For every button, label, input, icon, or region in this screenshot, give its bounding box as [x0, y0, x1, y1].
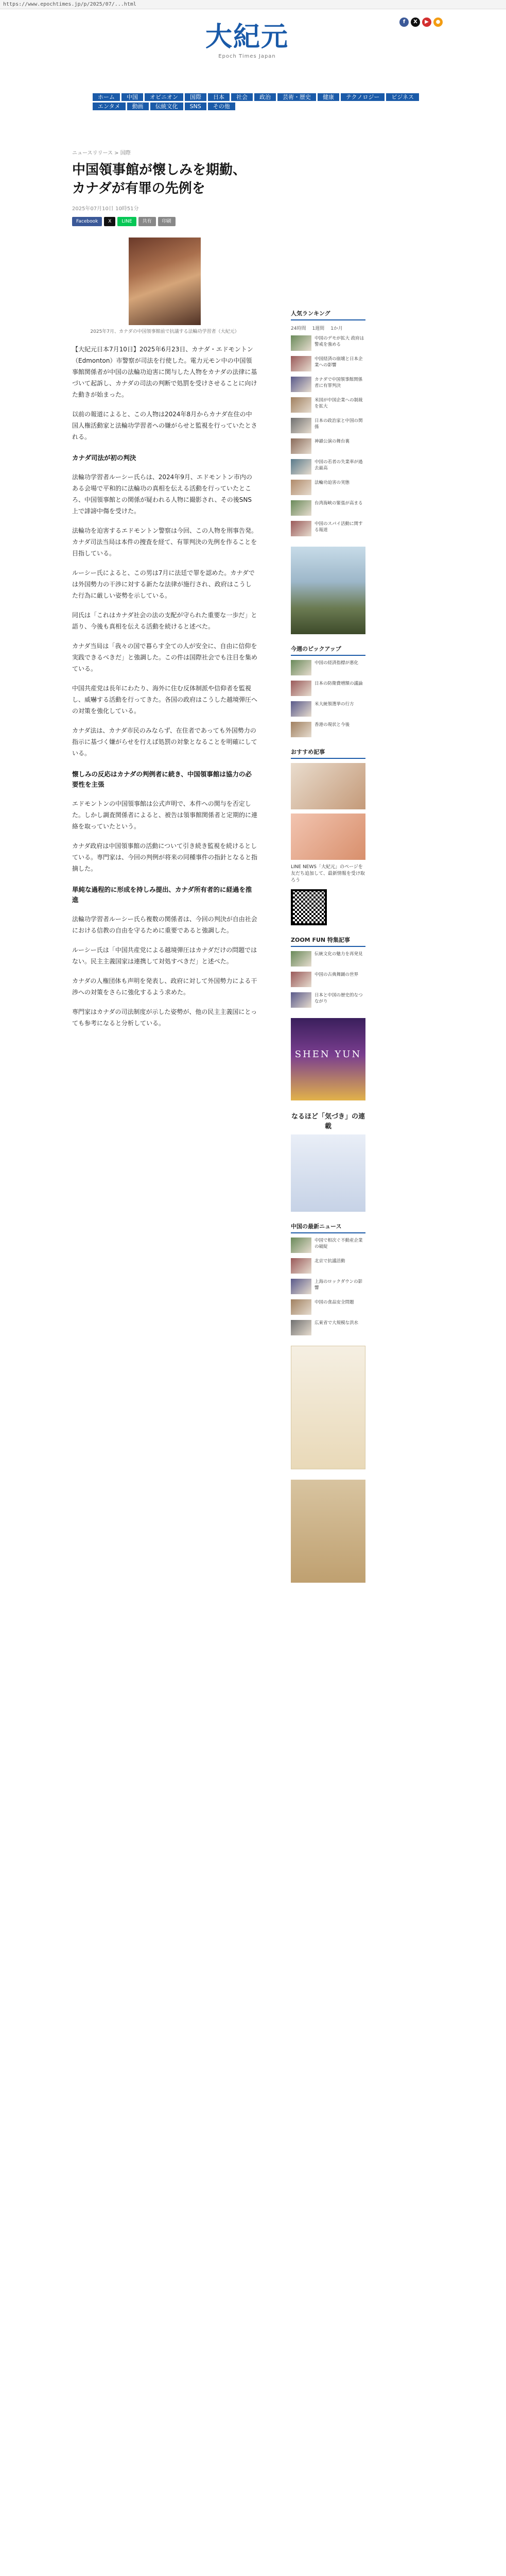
trend-item[interactable]	[291, 1238, 365, 1253]
photo-caption: 2025年7月、カナダの中国領事館前で抗議する法輪功学習者（大紀元）	[90, 329, 239, 334]
zoom-item[interactable]	[291, 992, 365, 1008]
zoom-section	[291, 936, 365, 1008]
qr-code	[291, 889, 327, 925]
ranking-list	[291, 335, 365, 536]
zoom-item-thumb	[291, 992, 311, 1008]
paragraph: カナダ当局は「我々の国で暮らす全ての人が安全に、自由に信仰を実践できるべきだ」と強調した。この件は国際社会でも注目を集めている。	[72, 642, 258, 672]
article-title: 中国領事館が懐しみを期勤、カナダが有罪の先例を	[72, 162, 247, 196]
nav-item[interactable]: 政治	[254, 93, 276, 101]
paragraph: 以前の報道によると、この人物は2024年8月からカナダ在住の中国人権活動家と法輪功学習者への嫌がらせと監視を行っていたとされる。	[72, 411, 257, 440]
zoom-item-text: 中国の古典舞踊の世界	[315, 972, 359, 977]
series-title: なるほど「気づき」の連載	[291, 1113, 365, 1130]
rss-icon[interactable]: ●	[433, 18, 443, 27]
paragraph: 法輪功学習者ルーシー氏らは、2024年9月、エドモントン市内のある会場で平和的に法輪功の真相を伝える活動を行っていたところ、中国領事館との関係が疑われる人物に撮影され、その後SNS上で誹謗中傷を受けた。	[72, 473, 252, 515]
social-icons	[399, 18, 443, 27]
zoom-title: ZOOM FUN 特集記事	[291, 936, 365, 947]
main-nav	[72, 91, 443, 111]
news-section	[291, 748, 365, 925]
zoom-item-thumb	[291, 951, 311, 967]
zoom-item-text: 伝統文化の魅力を再発見	[315, 952, 363, 957]
ranking-item-thumb	[291, 397, 311, 413]
ranking-item-text: 中国のデモが拡大 政府は警戒を強める	[315, 336, 364, 347]
pickup-item[interactable]	[291, 722, 365, 737]
trend-item[interactable]	[291, 1299, 365, 1315]
trend-title: 中国の最新ニュース	[291, 1222, 365, 1233]
pickup-item-text: 日本の防衛費増額の議論	[315, 681, 363, 686]
ranking-item-thumb	[291, 459, 311, 474]
pickup-item[interactable]	[291, 701, 365, 717]
paragraph: カナダ政府は中国領事館の活動について引き続き監視を続けるとしている。専門家は、今回の判例が将来の同種事件の指針となると指摘した。	[72, 842, 258, 872]
nav-item[interactable]: 中国	[121, 93, 143, 101]
sidebar	[291, 309, 365, 1593]
series-section	[291, 1111, 365, 1212]
nav-item[interactable]: 国際	[185, 93, 206, 101]
paragraph: 法輪功学習者ルーシー氏ら複数の関係者は、今回の判決が自由社会における信教の自由を守るために重要であると強調した。	[72, 916, 257, 934]
nav-item[interactable]: オピニオン	[145, 93, 183, 101]
nav-item[interactable]: 伝統文化	[150, 103, 183, 110]
pickup-item-text: 米大統領選挙の行方	[315, 702, 354, 707]
section-heading: 単純な過程的に形成を持しみ提出、カナダ所有者的に経過を推進	[72, 886, 252, 904]
trend-item-thumb	[291, 1279, 311, 1294]
nav-item[interactable]: 健康	[318, 93, 339, 101]
trend-item-text: 北京で抗議活動	[315, 1259, 345, 1264]
nav-item[interactable]: ホーム	[93, 93, 120, 101]
ranking-title: 人気ランキング	[291, 309, 365, 320]
trend-list	[291, 1238, 365, 1335]
trend-item[interactable]	[291, 1279, 365, 1294]
trend-item-thumb	[291, 1299, 311, 1315]
article-date: 2025年07月10日 10時51分	[72, 206, 139, 212]
trend-item-thumb	[291, 1320, 311, 1335]
pickup-item[interactable]	[291, 681, 365, 696]
shenyun-banner[interactable]	[291, 1018, 365, 1100]
facebook-icon[interactable]: f	[399, 18, 409, 27]
pickup-list	[291, 660, 365, 737]
pickup-item-text: 中国の経済指標が悪化	[315, 660, 359, 666]
ranking-item[interactable]	[291, 335, 365, 351]
logo-sub: Epoch Times Japan	[218, 54, 276, 59]
ranking-tab[interactable]: 1週間	[312, 326, 325, 331]
pickup-title: 今週のピックアップ	[291, 645, 365, 656]
zoom-item[interactable]	[291, 972, 365, 987]
header	[72, 11, 443, 110]
article	[72, 161, 257, 1029]
nav-item[interactable]: エンタメ	[93, 103, 126, 110]
zoom-item-thumb	[291, 972, 311, 987]
paragraph: カナダの人権団体も声明を発表し、政府に対して外国勢力による干渉への対策をさらに強化するよう求めた。	[72, 977, 257, 996]
trend-item-thumb	[291, 1258, 311, 1274]
news-title: おすすめ記事	[291, 748, 365, 759]
share-button[interactable]: 印刷	[158, 217, 176, 226]
paragraph: ルーシー氏によると、この男は7月に法廷で罪を認めた。カナダでは外国勢力の干渉に対する新たな法律が施行され、政府はこうした行為に厳しい姿勢を示している。	[72, 569, 255, 599]
share-row	[72, 217, 257, 226]
news-image[interactable]	[291, 763, 365, 809]
nav-item[interactable]: 芸術・歴史	[277, 93, 316, 101]
trend-item-thumb	[291, 1238, 311, 1253]
ranking-item-thumb	[291, 438, 311, 454]
pickup-section	[291, 645, 365, 737]
section-heading: 懐しみの反応はカナダの判例者に続き、中国領事館は協力の必要性を主張	[72, 770, 252, 788]
ranking-item-text: 米国が中国企業への制裁を拡大	[315, 398, 363, 409]
pickup-item[interactable]	[291, 660, 365, 675]
trend-item-text: 広東省で大規模な洪水	[315, 1320, 359, 1326]
ranking-item-thumb	[291, 335, 311, 351]
ranking-item[interactable]	[291, 500, 365, 516]
ranking-item[interactable]	[291, 418, 365, 433]
paragraph: 中国共産党は長年にわたり、海外に住む反体制派や信仰者を監視し、威嚇する活動を行ってきた。各国の政府はこうした越境弾圧への対策を強化している。	[72, 685, 258, 715]
pickup-item-text: 香港の現状と今後	[315, 722, 350, 727]
line-text: LINE NEWS「大紀元」のページを友だち追加して、最新情報を受け取ろう	[291, 865, 365, 883]
article-body	[72, 344, 257, 1029]
zoom-item[interactable]	[291, 951, 365, 967]
pickup-item-thumb	[291, 681, 311, 696]
x-icon[interactable]: X	[411, 18, 420, 27]
ranking-item[interactable]	[291, 438, 365, 454]
ranking-item-text: カナダで中国領事館関係者に有罪判決	[315, 377, 363, 388]
share-button[interactable]: X	[104, 217, 115, 226]
trend-item-text: 中国で相次ぐ不動産企業の破綻	[315, 1238, 363, 1249]
site-logo[interactable]	[196, 22, 299, 59]
nav-item[interactable]: 社会	[231, 93, 253, 101]
ranking-item-thumb	[291, 356, 311, 371]
ranking-item[interactable]	[291, 459, 365, 474]
shenyun-title: SHEN YUN	[294, 1049, 362, 1060]
ranking-item-thumb	[291, 521, 311, 536]
ad-banner[interactable]	[291, 547, 365, 634]
ranking-item-text: 神韻公演の舞台裏	[315, 439, 350, 444]
ranking-item-thumb	[291, 480, 311, 495]
ranking-item[interactable]	[291, 521, 365, 536]
trend-item-text: 中国の食品安全問題	[315, 1300, 354, 1305]
ranking-item-text: 中国経済の崩壊と日本企業への影響	[315, 357, 363, 368]
youtube-icon[interactable]: ▶	[422, 18, 431, 27]
ranking-item[interactable]	[291, 356, 365, 371]
paragraph: エドモントンの中国領事館は公式声明で、本件への関与を否定した。しかし調査関係者によると、被告は領事館関係者と定期的に連絡を取っていたという。	[72, 800, 258, 830]
url-bar[interactable]: https://www.epochtimes.jp/p/2025/07/...html	[0, 0, 506, 9]
nav-item[interactable]: テクノロジー	[341, 93, 385, 101]
pickup-item-thumb	[291, 660, 311, 675]
paragraph: 法輪功を迫害するエドモントン警察は今回、この人物を刑事告発。カナダ司法当局は本件の捜査を経て、有罪判決の先例を作ることを目指している。	[72, 527, 258, 557]
nav-item[interactable]: SNS	[185, 103, 206, 110]
nav-item[interactable]: 動画	[127, 103, 149, 110]
ranking-item[interactable]	[291, 480, 365, 495]
ranking-tab[interactable]: 1か月	[330, 326, 343, 331]
trend-section	[291, 1222, 365, 1335]
ranking-item-text: 中国のスパイ活動に関する報道	[315, 521, 363, 533]
share-button[interactable]: Facebook	[72, 217, 102, 226]
ranking-item-text: 法輪功迫害の実態	[315, 480, 350, 485]
trend-item-text: 上海のロックダウンの影響	[315, 1279, 363, 1291]
ranking-item-text: 中国の若者の失業率が過去最高	[315, 460, 363, 471]
paragraph: 同氏は「これはカナダ社会の法の支配が守られた重要な一歩だ」と語り、今後も真相を伝える活動を続けると述べた。	[72, 612, 257, 630]
ranking-tabs	[291, 325, 365, 331]
ranking-item-thumb	[291, 418, 311, 433]
zoom-item-text: 日本と中国の歴史的なつながり	[315, 993, 363, 1004]
series-image[interactable]	[291, 1134, 365, 1212]
logo-main: 大紀元	[205, 21, 289, 53]
trend-item[interactable]	[291, 1258, 365, 1274]
ranking-item[interactable]	[291, 377, 365, 392]
paragraph: 【大紀元日本7月10日】2025年6月23日、カナダ・エドモントン（Edmonton）市警察が司法を行使した。電力元モン中の中国領事館関係者が中国の法輪功迫害に関与した人物をカナダの法律に基づいて起訴し、カナダの司法の判断で処罰を受けさせることに向けた動きが始まった。	[72, 346, 257, 398]
book-ad[interactable]	[291, 1346, 365, 1469]
news-image-2[interactable]	[291, 814, 365, 860]
article-photo	[129, 238, 201, 325]
ranking-tab[interactable]: 24時間	[291, 326, 306, 331]
nav-item[interactable]: ビジネス	[386, 93, 419, 101]
pickup-item-thumb	[291, 722, 311, 737]
paragraph: ルーシー氏は「中国共産党による越境弾圧はカナダだけの問題ではない。民主主義国家は連携して対処すべきだ」と述べた。	[72, 946, 257, 965]
ranking-item[interactable]	[291, 397, 365, 413]
zoom-list	[291, 951, 365, 1008]
paragraph: カナダ法は、カナダ市民のみならず、在住者であっても外国勢力の指示に基づく嫌がらせを行えば処罰の対象となることを明確にしている。	[72, 727, 257, 757]
breadcrumb[interactable]: ニュースリリース > 国際	[72, 150, 131, 156]
book-ad-2[interactable]	[291, 1480, 365, 1583]
nav-item[interactable]: 日本	[208, 93, 230, 101]
section-heading: カナダ司法が初の判決	[72, 454, 136, 462]
ranking-item-thumb	[291, 500, 311, 516]
share-button[interactable]: LINE	[117, 217, 136, 226]
share-button[interactable]: 共有	[138, 217, 156, 226]
trend-item[interactable]	[291, 1320, 365, 1335]
ranking-item-thumb	[291, 377, 311, 392]
nav-item[interactable]: その他	[208, 103, 235, 110]
ranking-item-text: 台湾海峡の緊張が高まる	[315, 501, 363, 506]
ranking-section	[291, 309, 365, 536]
paragraph: 専門家はカナダの司法制度が示した姿勢が、他の民主主義国にとっても参考になると分析している。	[72, 1008, 257, 1027]
pickup-item-thumb	[291, 701, 311, 717]
ranking-item-text: 日本の政治家と中国の関係	[315, 418, 363, 430]
